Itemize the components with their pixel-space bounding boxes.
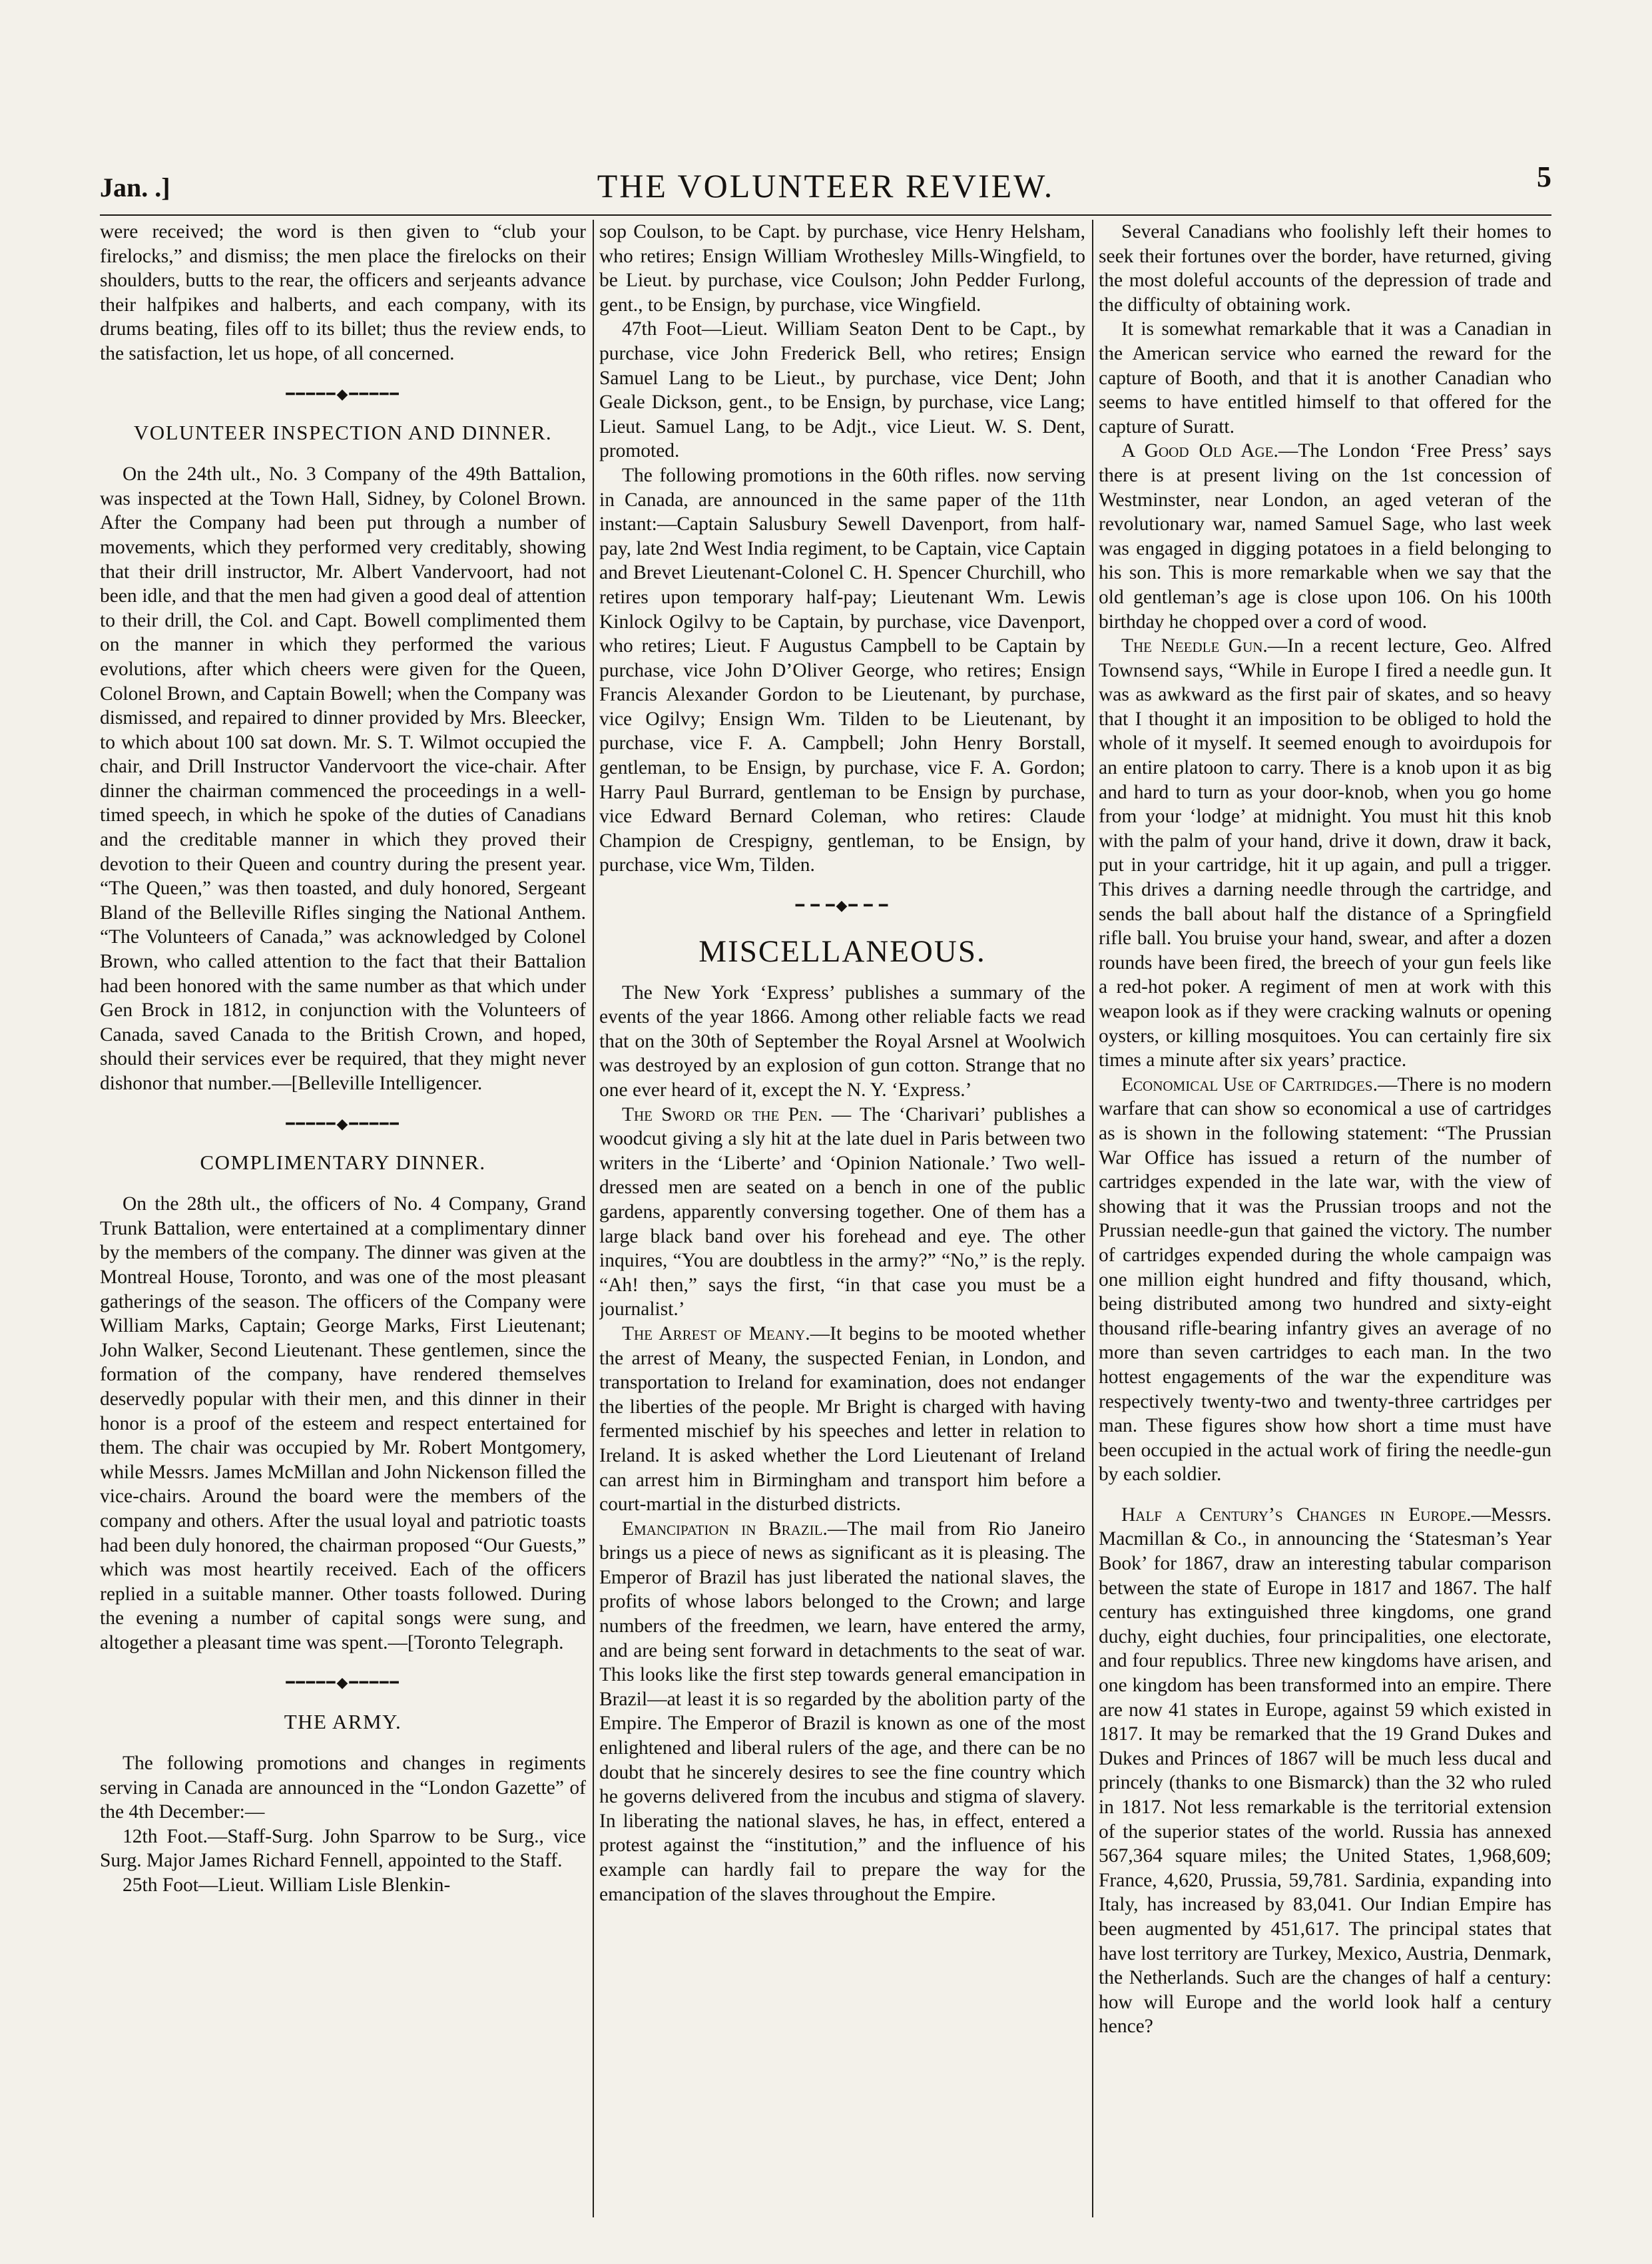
section-separator: ━━━━━◆━━━━━ xyxy=(286,1115,400,1132)
column-divider xyxy=(1092,220,1093,2217)
item-body: —It begins to be mooted whether the arrest of Meany, the suspected Fenian, in London, and transportation to Ireland for examination, does not endanger the liberties of the people. Mr Bright is charged with having fermented mischief by his speeches and letter in relation to Ireland. It is asked whether the Lord Lieutenant of Ireland can arrest him in Birmingham and transport him before a court-martial in the disturbed districts. xyxy=(599,1322,1085,1516)
heading-the-army: THE ARMY. xyxy=(284,1710,402,1734)
column-divider xyxy=(593,220,594,2217)
article-complimentary-dinner: On the 28th ult., the officers of No. 4 Company, Grand Trunk Battalion, were entertained at a complimentary dinner by the members of the company. The dinner was given at the Montreal House, Toronto, and was one of the most pleasant gatherings of the season. The officers of the Company were William Marks, Captain; George Marks, First Lieutenant; John Walker, Second Lieutenant. These gentlemen, since the formation of the company, have rendered themselves deservedly popular with their men, and this dinner in their honor is a proof of the esteem and respect entertained for them. The chair was occupied by Mr. Robert Montgomery, while Messrs. James McMillan and John Nickenson filled the vice-chairs. Around the board were the members of the company and others. After the usual loyal and patriotic toasts had been duly honored, the chairman proposed “Our Guests,” which was most heartily received. Each of the officers replied in a suitable manner. Other toasts followed. During the evening a number of capital songs were sung, and altogether a pleasant time was spent.—[Toronto Telegraph. xyxy=(100,1193,586,1653)
heading-complimentary-dinner: COMPLIMENTARY DINNER. xyxy=(200,1151,486,1175)
article-continuation: were received; the word is then given to “club your firelocks,” and dismiss; the men place the firelocks on their shoulders, butts to the rear, the officers and serjeants advance their halfpikes and halberts, and each company, with its drums beating, files off to its billet; thus the review ends, to the satisfaction, let us hope, of all concerned. xyxy=(100,221,586,364)
item-canadians-return: Several Canadians who foolishly left their homes to seek their fortunes over the border, have returned, giving the most doleful accounts of the depression of trade and the difficulty of obtaining work. xyxy=(1099,221,1551,316)
item-body: —Messrs. Macmillan & Co., in announcing the ‘Statesman’s Year Book’ for 1867, draw an interesting tabular comparison between the state of Europe in 1817 and 1867. The half century has extinguished three kingdoms, one grand duchy, eight duchies, four principalities, one electorate, and four republics. Three new kingdoms have arisen, and one kingdom has been transformed into an empire. There are now 41 states in Europe, against 59 which existed in 1817. It may be remarked that the 19 Grand Dukes and Dukes and Princes of 1867 will be much less ducal and princely (thanks to one Bismarck) than the 32 who ruled in 1817. Not less remarkable is the territorial extension of the superior states of the world. Russia has annexed 567,364 square miles; the United States, 1,968,609; France, 4,620, Prussia, 59,781. Sardinia, expanding into Italy, has increased by 83,041. Our Indian Empire has been augmented by 451,617. The principal states that have lost territory are Turkey, Mexico, Austria, Denmark, the Netherlands. Such are the changes of half a century: how will Europe and the world look half a century hence? xyxy=(1099,1504,1551,2038)
army-25th-continuation: sop Coulson, to be Capt. by purchase, vice Henry Helsham, who retires; Ensign William Wrothesley Mills-Wingfield, to be Lieut. by purchase, vice Coulson; John Pedder Furlong, gent., to be Ensign, by purchase, vice Wingfield. xyxy=(599,221,1085,316)
item-body: —The London ‘Free Press’ says there is at present living on the 1st concession of Westminster, near London, an aged veteran of the revolutionary war, named Samuel Sage, who last week was engaged in digging potatoes in a field belonging to his son. This is more remarkable when we say that the old gentleman’s age is close upon 106. On his 100th birthday he chopped over a cord of wood. xyxy=(1099,440,1551,633)
column-3 xyxy=(1099,220,1551,2244)
item-head: Half a Century’s Changes in Europe. xyxy=(1121,1504,1472,1526)
army-60th-rifles: The following promotions in the 60th rifles. now serving in Canada, are announced in the same paper of the 11th instant:—Captain Salusbury Sewell Davenport, from half-pay, late 2nd West India regiment, to be Captain, vice Captain and Brevet Lieutenant-Colonel C. H. Spencer Churchill, who retires upon temporary half-pay; Lieutenant Wm. Lewis Kinlock Ogilvy to be Captain, by purchase, vice Davenport, who retires; Lieut. F Augustus Campbell to be Captain by purchase, vice John D’Oliver George, who retires; Ensign Francis Alexander Gordon to be Lieutenant, by purchase, vice Ogilvy; Ensign Wm. Tilden to be Lieutenant, by purchase, vice F. A. Campbell; John Henry Borstall, gentleman, to be Ensign, by purchase, vice F. A. Gordon; Harry Paul Burrard, gentleman to be Ensign by purchase, vice Edward Bernard Coleman, who retires: Claude Champion de Crespigny, gentleman, to be Ensign, by purchase, vice Wm, Tilden. xyxy=(599,464,1085,876)
item-needle-gun xyxy=(1099,634,1551,1073)
section-separator: ━ ━ ━◆━ ━ ━ xyxy=(795,897,890,914)
article-volunteer-inspection: On the 24th ult., No. 3 Company of the 49th Battalion, was inspected at the Town Hall, Sidney, by Colonel Brown. After the Company had been put through a number of movements, which they performed very creditably, showing that their drill instructor, Mr. Albert Vandervoort, had not been idle, and that the men had given a good deal of attention to their drill, the Col. and Capt. Bowell complimented them on the manner in which they performed the various evolutions, after which cheers were given for the Queen, Colonel Brown, and Captain Bowell; when the Company was dismissed, and repaired to dinner provided by Mrs. Bleecker, to which about 100 sat down. Mr. S. T. Wilmot occupied the chair, and Drill Instructor Vandervoort the vice-chair. After dinner the chairman commenced the proceedings in a well-timed speech, in which he spoke of the duties of Canadians and the creditable manner in which they proved their devotion to their Queen and country during the present year. “The Queen,” was then toasted, and duly honored, Sergeant Bland of the Belleville Rifles singing the National Anthem. “The Volunteers of Canada,” was acknowledged by Colonel Brown, who called attention to the fact that their Battalion had been honored with the same number as that which under Gen Brock in 1812, in conjunction with the Volunteers of Canada, saved Canada to the British Crown, and hoped, should their services ever be required, that they might never dishonor that number.—[Belleville Intelligencer. xyxy=(100,463,586,1094)
article-the-army: The following promotions and changes in regiments serving in Canada are announced in the “London Gazette” of the 4th December:— xyxy=(100,1753,586,1823)
page-number: 5 xyxy=(1537,160,1551,193)
item-body: —In a recent lecture, Geo. Alfred Townsend says, “While in Europe I fired a needle gun. It was as awkward as the first pair of skates, and so heavy that I thought it an imposition to be obliged to hold the whole of it myself. It seemed enough to avoirdupois for an entire platoon to carry. There is a knob upon it as big and hard to turn as your door-knob, when you go home from your ‘lodge’ at midnight. You must hit this knob with the palm of your hand, drive it down, draw it back, put in your cartridge, hit it up again, and pull a trigger. This drives a darning needle through the cartridge, and sends the ball about half the distance of a Springfield rifle ball. You bruise your hand, swear, and after a dozen rounds have been fired, the breech of your gun feels like a red-hot poker. A regiment of men at work with this weapon look as if they were cracking walnuts or opening oysters, or killing mosquitoes. You can certainly fire six times a minute after six years’ practice. xyxy=(1099,635,1551,1071)
issue-date: Jan. .] xyxy=(100,172,170,202)
item-economical-cartridges xyxy=(1099,1073,1551,1487)
item-head: Emancipation in Brazil. xyxy=(622,1518,828,1540)
item-head: A Good Old Age. xyxy=(1121,440,1278,462)
item-body: —There is no modern warfare that can show so economical a use of cartridges as is shown in the following statement: “The Prussian War Office has issued a return of the number of cartridges expended in the late war, with the view of showing that it was the Prussian troops and not the Prussian needle-gun that gained the victory. The number of cartridges expended during the whole campaign was one million eight hundred and fifty thousand, which, being distributed among two hundred and sixty-eight thousand rifle-bearing infantry gives an average of no more than seven cartridges to each man. In the two hottest engagements of the war the expenditure was respectively twenty-two and twenty-three cartridges per man. These figures show how short a time must have been occupied in the actual work of firing the needle-gun by each soldier. xyxy=(1099,1073,1551,1486)
item-body: —The mail from Rio Janeiro brings us a piece of news as significant as it is pleasing. The Emperor of Brazil has just liberated the national slaves, the profits of whose labors belonged to the Crown; and large numbers of the freedmen, we learn, have entered the army, and are being sent forward in detachments to the seat of war. This looks like the first step towards general emancipation in Brazil—at least it is so regarded by the abolition party of the Empire. The Emperor of Brazil is known as one of the most enlightened and liberal rulers of the age, and there can be no doubt that he sincerely desires to see the fine country which he governs delivered from the incubus and stigma of slavery. In liberating the national slaves, he has, in effect, entered a protest against the “institution,” and the influence of his example can hardly fail to prepare the way for the emancipation of the slaves throughout the Empire. xyxy=(599,1518,1085,1905)
heading-miscellaneous: MISCELLANEOUS. xyxy=(698,934,986,969)
header-rule xyxy=(100,214,1551,216)
item-new-york-express: The New York ‘Express’ publishes a summary of the events of the year 1866. Among other reliable facts we read that on the 30th of September the Royal Arsnel at Woolwich was destroyed by an explosion of gun cotton. Strange that no one ever heard of it, except the N. Y. ‘Express.’ xyxy=(599,982,1085,1101)
section-separator: ━━━━━◆━━━━━ xyxy=(286,385,400,402)
item-half-century-changes xyxy=(1099,1503,1551,2039)
item-capture-of-booth: It is somewhat remarkable that it was a Canadian in the American service who earned the reward for the capture of Booth, and that it is another Canadian who seems to have entitled himself to that offered for the capture of Suratt. xyxy=(1099,318,1551,437)
heading-volunteer-inspection: VOLUNTEER INSPECTION AND DINNER. xyxy=(133,421,553,445)
item-body: — The ‘Charivari’ publishes a woodcut giving a sly hit at the late duel in Paris between two writers in the ‘Liberte’ and ‘Opinion Nationale.’ Two well-dressed men are seated on a bench in one of the public gardens, apparently conversing together. One of them has a large black band over his forehead and eye. The other inquires, “You are doubtless in the army?” “No,” is the reply. “Ah! then,” says the first, “in that case you must be a journalist.’ xyxy=(599,1103,1085,1320)
item-head: Economical Use of Cartridges. xyxy=(1121,1073,1378,1095)
item-head: The Sword or the Pen. xyxy=(622,1103,823,1125)
item-head: The Arrest of Meany. xyxy=(622,1322,810,1344)
item-good-old-age xyxy=(1099,439,1551,634)
page-header xyxy=(100,160,1551,213)
column-1 xyxy=(100,220,586,2244)
newspaper-title: THE VOLUNTEER REVIEW. xyxy=(597,167,1055,204)
army-47th-foot: 47th Foot—Lieut. William Seaton Dent to be Capt., by purchase, vice John Frederick Bell, who retires; Ensign Samuel Lang to be Lieut., by purchase, vice Dent; John Geale Dickson, gent., to be Ensign, by purchase, vice Lang; Lieut. Samuel Lang, to be Adjt., vice Lieut. W. S. Dent, promoted. xyxy=(599,318,1085,462)
item-head: The Needle Gun. xyxy=(1121,635,1268,657)
army-12th-foot: 12th Foot.—Staff-Surg. John Sparrow to be Surg., vice Surg. Major James Richard Fennell, appointed to the Staff. xyxy=(100,1825,586,1872)
item-arrest-of-meany xyxy=(599,1322,1085,1517)
item-sword-or-pen xyxy=(599,1103,1085,1322)
army-25th-foot: 25th Foot—Lieut. William Lisle Blenkin- xyxy=(123,1874,451,1896)
item-emancipation-brazil xyxy=(599,1517,1085,1907)
column-2 xyxy=(599,220,1085,2244)
section-separator: ━━━━━◆━━━━━ xyxy=(286,1674,400,1691)
